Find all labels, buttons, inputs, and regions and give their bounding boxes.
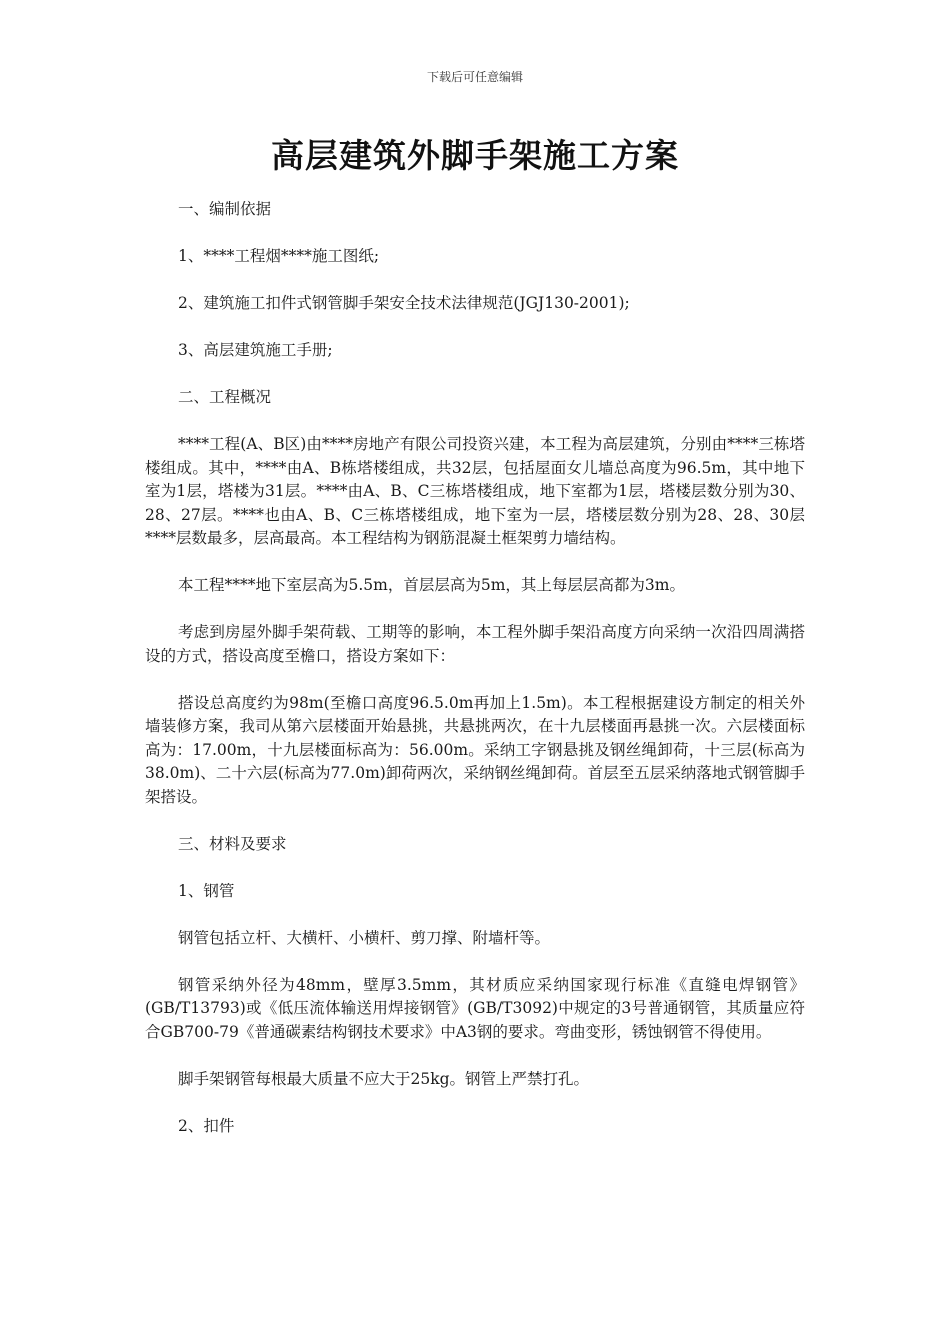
document-title: 高层建筑外脚手架施工方案 [271,136,679,175]
paragraph-erection-method: 考虑到房屋外脚手架荷载、工期等的影响，本工程外脚手架沿高度方向采纳一次沿四周满搭设的方式，搭设高度至檐口，搭设方案如下： [145,623,805,665]
section-heading-overview: 二、工程概况 [178,388,272,406]
paragraph-pipe-weight: 脚手架钢管每根最大质量不应大于25kg。钢管上严禁打孔。 [178,1069,590,1088]
paragraph-pipe-types: 钢管包括立杆、大横杆、小横杆、剪刀撑、附墙杆等。 [178,928,551,947]
paragraph-floor-heights: 本工程****地下室层高为5.5m，首层层高为5m，其上每层层高都为3m。 [178,576,685,594]
subheading-fasteners: 2、扣件 [178,1116,235,1135]
page-header-note: 下载后可任意编辑 [426,70,523,84]
subheading-steel-pipe: 1、钢管 [178,881,235,900]
list-item-handbook: 3、高层建筑施工手册; [178,341,333,359]
section-heading-basis: 一、编制依据 [178,200,272,218]
paragraph-pipe-spec: 钢管采纳外径为48mm，壁厚3.5mm，其材质应采纳国家现行标准《直缝电焊钢管》(GB/T13793)或《低压流体输送用焊接钢管》(GB/T3092)中规定的3号普通钢管，其质量应符合GB700-79《普通碳素结构钢技术要求》中A3钢的要求。弯曲变形，锈蚀钢管不得使用。 [145,975,805,1041]
paragraph-project-overview: ****工程(A、B区)由****房地产有限公司投资兴建，本工程为高层建筑，分别由****三栋塔楼组成。其中，****由A、B栋塔楼组成，共32层，包括屋面女儿墙总高度为96.5m，其中地下室为1层，塔楼为31层。****由A、B、C三栋塔楼组成，地下室都为1层，塔楼层数分别为30、28、27层。****也由A、B、C三栋塔楼组成，地下室为一层，塔楼层数分别为28、28、30层****层数最多，层高最高。本工程结构为钢筋混凝土框架剪力墙结构。 [145,435,805,547]
paragraph-erection-height: 搭设总高度约为98m(至檐口高度96.5.0m再加上1.5m)。本工程根据建设方制定的相关外墙装修方案，我司从第六层楼面开始悬挑，共悬挑两次，在十九层楼面再悬挑一次。六层楼面标高为：17.00m，十九层楼面标高为：56.00m。采纳工字钢悬挑及钢丝绳卸荷，十三层(标高为38.0m)、二十六层(标高为77.0m)卸荷两次，采纳钢丝绳卸荷。首层至五层采纳落地式钢管脚手架搭设。 [145,693,805,806]
section-heading-materials: 三、材料及要求 [178,834,287,853]
list-item-drawings: 1、****工程烟****施工图纸; [178,247,380,265]
document-body [145,198,805,1138]
list-item-code: 2、建筑施工扣件式钢管脚手架安全技术法律规范(JGJ130-2001); [178,294,630,312]
